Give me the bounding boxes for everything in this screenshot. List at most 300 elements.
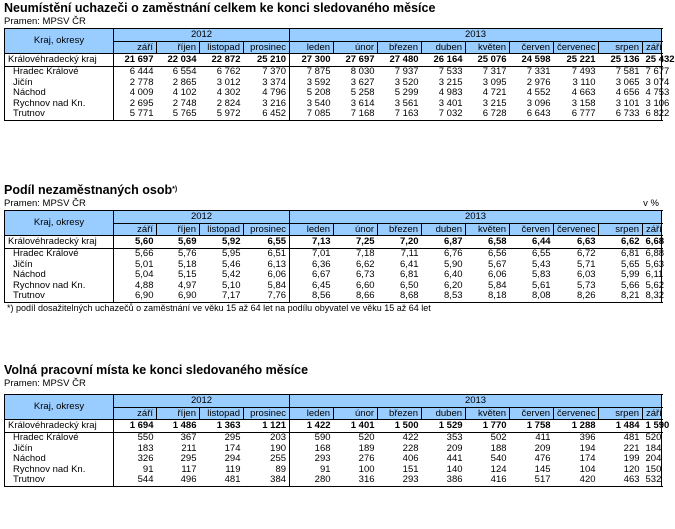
- table-cell: 6,03: [577, 269, 596, 281]
- header-month: září: [643, 42, 662, 54]
- table-cell: 6 822: [643, 109, 662, 120]
- table-cell: 6,20: [444, 279, 463, 291]
- header-month: leden: [290, 42, 334, 54]
- table-cell: 145: [534, 463, 551, 475]
- table-cell: 255: [270, 453, 287, 465]
- table-cell: 1 694: [114, 420, 157, 433]
- table-cell: 4 983: [438, 87, 463, 99]
- table-cell: 3 096: [526, 97, 551, 109]
- header-year-2012: 2012: [114, 395, 290, 408]
- table-cell: 396: [579, 432, 596, 443]
- table-cell: 3 540: [290, 99, 334, 110]
- section-job-vacancies: [4, 363, 670, 487]
- table-row: [5, 281, 662, 292]
- table-cell: 2 976: [526, 76, 551, 88]
- table-cell: 3 101: [615, 97, 640, 109]
- source-text: Pramen: MPSV ČR: [4, 378, 86, 389]
- table-cell: 4 009: [129, 87, 154, 99]
- source-line: [4, 198, 661, 210]
- table-cell: 6 643: [510, 109, 554, 120]
- table-cell: 24 598: [510, 54, 554, 67]
- table-cell: 386: [422, 475, 466, 486]
- header-year-2013: 2013: [290, 211, 662, 224]
- table-cell: 7,18: [356, 248, 375, 259]
- table-row-total: [5, 420, 662, 433]
- table-cell: 91: [142, 463, 154, 475]
- table-cell: 6,90: [157, 291, 200, 302]
- row-label: Rychnov nad Kn.: [5, 281, 114, 292]
- table-cell: 25 210: [244, 54, 290, 67]
- table-cell: 7 875: [290, 67, 334, 78]
- row-label: Trutnov: [5, 291, 114, 302]
- table-cell: 7,01: [290, 249, 334, 260]
- table-cell: 502: [490, 432, 507, 443]
- table-cell: 5,73: [577, 279, 596, 291]
- table-cell: 416: [466, 475, 510, 486]
- header-month: únor: [334, 42, 378, 54]
- table-cell: 6,63: [554, 236, 599, 249]
- table-cell: 5,90: [444, 258, 463, 270]
- table-cell: 5,69: [157, 236, 200, 249]
- data-table: [4, 210, 665, 303]
- table-cell: 411: [535, 432, 551, 443]
- table-cell: 8,21: [599, 291, 643, 302]
- table-cell: 4,88: [135, 279, 154, 291]
- header-month: duben: [422, 42, 466, 54]
- table-cell: 5,83: [532, 269, 551, 281]
- table-cell: 293: [290, 454, 334, 465]
- table-row-total: [5, 236, 662, 249]
- header-month: leden: [290, 408, 334, 420]
- header-month: květen: [466, 224, 510, 236]
- table-cell: 3 592: [290, 78, 334, 89]
- table-cell: 7,11: [400, 248, 419, 259]
- table-cell: 1 422: [290, 420, 334, 433]
- table-row: [5, 433, 662, 444]
- table-cell: 3 065: [615, 76, 640, 88]
- table-cell: 199: [623, 453, 640, 465]
- table-cell: 8,66: [334, 291, 378, 302]
- table-cell: 3 520: [394, 76, 419, 88]
- section-unemployed-applicants: [4, 1, 675, 121]
- table-cell: 203: [270, 432, 287, 443]
- table-cell: 463: [599, 475, 643, 486]
- table-row: [5, 270, 662, 281]
- row-label: Hradec Králové: [5, 249, 114, 260]
- table-cell: 7 581: [615, 66, 640, 77]
- table-cell: 1 486: [157, 420, 200, 433]
- table-cell: 520: [358, 432, 375, 443]
- table-cell: 295: [180, 453, 197, 465]
- table-cell: 5 771: [114, 109, 157, 120]
- table-cell: 3 614: [350, 97, 375, 109]
- table-cell: 8,53: [422, 291, 466, 302]
- table-cell: 3 401: [438, 97, 463, 109]
- header-month: červen: [510, 42, 554, 54]
- table-cell: 5,62: [643, 281, 662, 292]
- table-cell: 481: [200, 475, 244, 486]
- table-cell: 2 824: [216, 97, 241, 109]
- table-row: [5, 260, 662, 271]
- header-month: duben: [422, 224, 466, 236]
- table-cell: 7 331: [526, 66, 551, 77]
- table-cell: 6,44: [510, 236, 554, 249]
- header-kraj: Kraj, okresy: [5, 211, 114, 236]
- table-cell: 6,73: [356, 269, 375, 281]
- data-table: [4, 28, 675, 121]
- table-cell: 6,55: [532, 248, 551, 259]
- table-cell: 6,40: [444, 269, 463, 281]
- table-cell: 6,87: [422, 236, 466, 249]
- row-label: Náchod: [5, 88, 114, 99]
- table-cell: 174: [224, 442, 241, 454]
- table-cell: 5,67: [488, 258, 507, 270]
- table-cell: 27 697: [334, 54, 378, 67]
- table-cell: 422: [402, 432, 419, 443]
- unit-label: v %: [643, 198, 659, 209]
- table-cell: 1 363: [200, 420, 244, 433]
- table-cell: 5,92: [200, 236, 244, 249]
- table-cell: 104: [579, 463, 596, 475]
- source-text: Pramen: MPSV ČR: [4, 16, 86, 27]
- row-label: Královéhradecký kraj: [5, 420, 114, 433]
- table-cell: 22 034: [157, 54, 200, 67]
- section-title: [4, 1, 661, 16]
- table-cell: 6,13: [267, 258, 287, 270]
- table-cell: 1 758: [510, 420, 554, 433]
- header-month: červen: [510, 224, 554, 236]
- table-cell: 120: [623, 463, 640, 475]
- table-cell: 25 221: [554, 54, 599, 67]
- table-cell: 7 032: [422, 109, 466, 120]
- table-cell: 5 972: [200, 109, 244, 120]
- header-month: duben: [422, 408, 466, 420]
- table-cell: 5,61: [532, 279, 551, 291]
- row-label: Královéhradecký kraj: [5, 54, 114, 67]
- header-month: prosinec: [244, 408, 290, 420]
- header-month: srpen: [599, 408, 643, 420]
- table-cell: 3 074: [643, 78, 662, 89]
- table-cell: 8,26: [554, 291, 599, 302]
- table-cell: 6,62: [356, 258, 375, 270]
- table-cell: 4 552: [526, 87, 551, 99]
- header-year-2012: 2012: [114, 211, 290, 224]
- header-month: květen: [466, 42, 510, 54]
- footnote: *) podíl dosažitelných uchazečů o zaměstnání ve věku 15 až 64 let na podílu obyvatel ve věku 15 až 64 let: [7, 302, 431, 313]
- table-cell: 1 288: [554, 420, 599, 433]
- table-cell: 5,10: [222, 279, 241, 291]
- table-cell: 5,01: [135, 258, 154, 270]
- table-cell: 4 302: [216, 87, 241, 99]
- table-cell: 228: [402, 442, 419, 454]
- header-month: říjen: [157, 42, 200, 54]
- table-cell: 7,25: [334, 236, 378, 249]
- table-cell: 294: [224, 453, 241, 465]
- header-kraj: Kraj, okresy: [5, 29, 114, 54]
- table-row: [5, 465, 662, 476]
- table-cell: 6 554: [172, 66, 197, 77]
- table-cell: 7 085: [290, 109, 334, 120]
- table-cell: 7 163: [378, 109, 422, 120]
- table-cell: 6 762: [216, 66, 241, 77]
- table-cell: 293: [378, 475, 422, 486]
- row-label: Jičín: [5, 260, 114, 271]
- source-text: Pramen: MPSV ČR: [4, 198, 86, 209]
- table-cell: 6,60: [356, 279, 375, 291]
- table-cell: 6 444: [129, 66, 154, 77]
- table-cell: 1 529: [422, 420, 466, 433]
- table-cell: 420: [554, 475, 599, 486]
- table-row: [5, 249, 662, 260]
- table-cell: 6,88: [643, 249, 662, 260]
- table-cell: 5,99: [621, 269, 640, 281]
- table-cell: 4 663: [571, 87, 596, 99]
- header-month: srpen: [599, 42, 643, 54]
- row-label: Trutnov: [5, 475, 114, 486]
- table-cell: 8,68: [378, 291, 422, 302]
- table-cell: 2 695: [129, 97, 154, 109]
- header-month: září: [114, 224, 157, 236]
- table-cell: 6,06: [488, 269, 507, 281]
- table-cell: 8 030: [350, 66, 375, 77]
- table-cell: 5,18: [178, 258, 197, 270]
- table-cell: 2 748: [172, 97, 197, 109]
- table-cell: 520: [643, 433, 662, 444]
- row-label: Hradec Králové: [5, 433, 114, 444]
- section-title-text: Volná pracovní místa ke konci sledovaného měsíce: [4, 363, 309, 377]
- table-cell: 7 677: [643, 67, 662, 78]
- table-cell: 6,56: [488, 248, 507, 259]
- table-cell: 89: [275, 463, 287, 475]
- header-month: březen: [378, 224, 422, 236]
- table-cell: 3 215: [482, 97, 507, 109]
- row-label: Náchod: [5, 270, 114, 281]
- table-cell: 384: [244, 475, 290, 486]
- table-cell: 481: [623, 432, 640, 443]
- table-cell: 3 561: [394, 97, 419, 109]
- section-title-text: Podíl nezaměstnaných osob: [4, 183, 173, 197]
- table-cell: 5,84: [267, 279, 287, 291]
- header-month: září: [643, 224, 662, 236]
- table-cell: 5 258: [350, 87, 375, 99]
- table-cell: 6,45: [290, 281, 334, 292]
- table-cell: 119: [225, 463, 241, 475]
- table-cell: 194: [579, 442, 596, 454]
- header-month: červenec: [554, 42, 599, 54]
- table-cell: 6,55: [244, 236, 290, 249]
- row-label: Trutnov: [5, 109, 114, 120]
- table-cell: 6,62: [599, 236, 643, 249]
- table-cell: 25 136: [599, 54, 643, 67]
- table-cell: 150: [643, 465, 662, 476]
- table-cell: 7 493: [571, 66, 596, 77]
- table-cell: 7,76: [244, 291, 290, 302]
- table-cell: 8,32: [643, 291, 662, 302]
- table-cell: 91: [290, 465, 334, 476]
- table-cell: 6,58: [466, 236, 510, 249]
- table-cell: 3 012: [216, 76, 241, 88]
- table-cell: 3 627: [350, 76, 375, 88]
- table-cell: 4,97: [178, 279, 197, 291]
- table-cell: 26 164: [422, 54, 466, 67]
- table-cell: 540: [490, 453, 507, 465]
- table-cell: 8,56: [290, 291, 334, 302]
- table-cell: 211: [181, 442, 197, 454]
- table-cell: 204: [643, 454, 662, 465]
- table-cell: 168: [290, 444, 334, 455]
- table-cell: 1 590: [643, 420, 662, 433]
- table-cell: 6,67: [290, 270, 334, 281]
- table-cell: 3 216: [262, 97, 287, 109]
- section-unemployment-share: [4, 183, 665, 313]
- table-cell: 6,41: [400, 258, 419, 270]
- table-cell: 7 317: [482, 66, 507, 77]
- table-cell: 3 215: [438, 76, 463, 88]
- header-month: prosinec: [244, 42, 290, 54]
- table-cell: 209: [534, 442, 551, 454]
- row-label: Jičín: [5, 444, 114, 455]
- table-cell: 326: [137, 453, 154, 465]
- table-cell: 6 777: [554, 109, 599, 120]
- table-cell: 7,17: [200, 291, 244, 302]
- header-month: říjen: [157, 224, 200, 236]
- row-label: Královéhradecký kraj: [5, 236, 114, 249]
- header-month: červenec: [554, 224, 599, 236]
- table-cell: 6 728: [466, 109, 510, 120]
- table-row: [5, 109, 662, 120]
- table-cell: 3 095: [482, 76, 507, 88]
- table-cell: 3 158: [571, 97, 596, 109]
- table-cell: 316: [334, 475, 378, 486]
- header-month: únor: [334, 224, 378, 236]
- table-cell: 27 480: [378, 54, 422, 67]
- table-cell: 2 865: [172, 76, 197, 88]
- table-cell: 189: [358, 442, 375, 454]
- table-cell: 5,84: [488, 279, 507, 291]
- table-cell: 7 370: [262, 66, 287, 77]
- table-cell: 6 452: [244, 109, 290, 120]
- header-month: červen: [510, 408, 554, 420]
- table-cell: 5,60: [114, 236, 157, 249]
- table-cell: 4 796: [262, 87, 287, 99]
- table-cell: 5,04: [135, 269, 154, 281]
- table-cell: 5,76: [178, 248, 197, 259]
- table-cell: 21 697: [114, 54, 157, 67]
- header-month: leden: [290, 224, 334, 236]
- table-cell: 276: [358, 453, 375, 465]
- table-cell: 5 765: [157, 109, 200, 120]
- table-cell: 8,18: [466, 291, 510, 302]
- table-cell: 1 500: [378, 420, 422, 433]
- table-cell: 5,63: [643, 260, 662, 271]
- table-cell: 124: [490, 463, 507, 475]
- header-month: září: [114, 42, 157, 54]
- header-month: září: [643, 408, 662, 420]
- header-month: červenec: [554, 408, 599, 420]
- table-row: [5, 475, 662, 486]
- table-cell: 441: [446, 453, 463, 465]
- table-cell: 496: [157, 475, 200, 486]
- header-year-2013: 2013: [290, 395, 662, 408]
- section-title: [4, 183, 661, 198]
- table-row: [5, 444, 662, 455]
- table-cell: 517: [510, 475, 554, 486]
- table-cell: 476: [534, 453, 551, 465]
- table-cell: 5,46: [222, 258, 241, 270]
- section-title-text: Neumístění uchazeči o zaměstnání celkem ke konci sledovaného měsíce: [4, 1, 436, 15]
- table-cell: 6,76: [444, 248, 463, 259]
- table-cell: 6,81: [621, 248, 640, 259]
- table-cell: 140: [446, 463, 463, 475]
- row-label: Rychnov nad Kn.: [5, 99, 114, 110]
- table-row: [5, 88, 662, 99]
- table-cell: 6,06: [267, 269, 287, 281]
- table-cell: 6,90: [114, 291, 157, 302]
- header-month: březen: [378, 408, 422, 420]
- table-cell: 183: [137, 442, 154, 454]
- header-year-2013: 2013: [290, 29, 662, 42]
- table-cell: 151: [402, 463, 419, 475]
- data-table: [4, 394, 670, 487]
- table-cell: 184: [643, 444, 662, 455]
- table-cell: 406: [402, 453, 419, 465]
- table-cell: 6,68: [643, 236, 662, 249]
- table-cell: 8,08: [510, 291, 554, 302]
- table-cell: 5,42: [222, 269, 241, 281]
- table-row: [5, 78, 662, 89]
- table-row-total: [5, 54, 662, 67]
- table-row: [5, 67, 662, 78]
- header-month: listopad: [200, 42, 244, 54]
- footnote-marker: *): [172, 186, 178, 193]
- source-line: [4, 378, 661, 390]
- table-cell: 5,71: [577, 258, 596, 270]
- table-cell: 5 299: [394, 87, 419, 99]
- table-cell: 5,65: [621, 258, 640, 270]
- table-row: [5, 99, 662, 110]
- table-cell: 4 753: [643, 88, 662, 99]
- table-cell: 6,81: [400, 269, 419, 281]
- table-cell: 100: [358, 463, 375, 475]
- table-cell: 6,36: [290, 260, 334, 271]
- table-cell: 5,15: [178, 269, 197, 281]
- table-cell: 295: [224, 432, 241, 443]
- table-cell: 6,51: [267, 248, 287, 259]
- table-cell: 7,20: [378, 236, 422, 249]
- table-cell: 7 937: [394, 66, 419, 77]
- header-year-2012: 2012: [114, 29, 290, 42]
- table-cell: 5,43: [532, 258, 551, 270]
- table-cell: 6 733: [599, 109, 643, 120]
- table-cell: 174: [579, 453, 596, 465]
- table-cell: 1 770: [466, 420, 510, 433]
- table-cell: 280: [290, 475, 334, 486]
- header-month: únor: [334, 408, 378, 420]
- table-cell: 7 533: [438, 66, 463, 77]
- table-cell: 188: [490, 442, 507, 454]
- table-row: [5, 454, 662, 465]
- table-cell: 7,13: [290, 236, 334, 249]
- header-month: listopad: [200, 408, 244, 420]
- header-month: srpen: [599, 224, 643, 236]
- table-cell: 209: [446, 442, 463, 454]
- table-cell: 3 374: [262, 76, 287, 88]
- table-cell: 4 656: [615, 87, 640, 99]
- table-cell: 22 872: [200, 54, 244, 67]
- header-month: listopad: [200, 224, 244, 236]
- table-cell: 25 076: [466, 54, 510, 67]
- header-month: září: [114, 408, 157, 420]
